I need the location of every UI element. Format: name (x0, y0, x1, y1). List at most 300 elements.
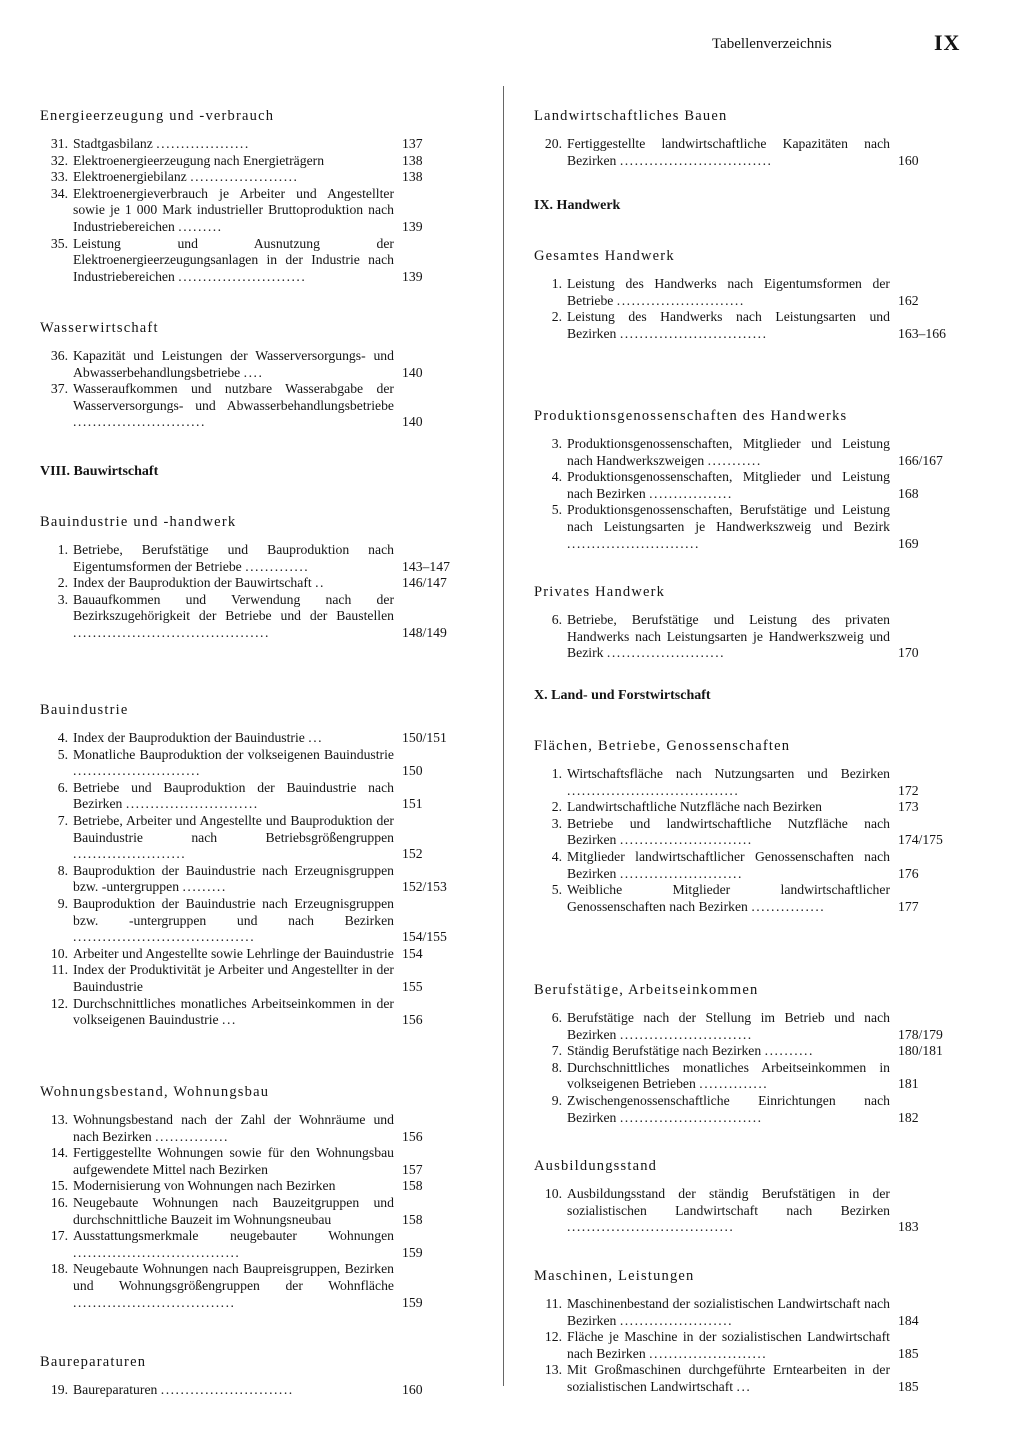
entry-title: Betriebe, Arbeiter und Angestellte und Bauproduktion der Bauindustrie nach Betriebsgrößengruppen (73, 812, 394, 845)
entry-title: Wasseraufkommen und nutzbare Wasserabgabe der Wasserversorgungs- und Abwasserbehandlungsbetriebe (73, 381, 394, 413)
entry-title: Wohnungsbestand nach der Zahl der Wohnräume und nach Bezirken (73, 1112, 394, 1144)
entry-text (567, 1093, 890, 1126)
entry-title: Berufstätige nach der Stellung im Betrieb und nach Bezirken (567, 1010, 890, 1042)
entry-list (534, 136, 964, 169)
toc-entry (534, 502, 964, 552)
entry-page: 170 (898, 645, 919, 661)
entry-title: Leistung des Handwerks nach Eigentumsformen der Betriebe (567, 276, 890, 308)
entry-list (534, 1010, 964, 1126)
dot-leader: ......... (178, 218, 223, 234)
toc-entry (40, 1261, 468, 1311)
toc-entry (534, 1329, 964, 1362)
entry-title: Leistung und Ausnutzung der Elektroenergieerzeugungsanlagen in der Industrie nach Industriebereichen (73, 235, 394, 284)
entry-number: 33. (50, 169, 68, 185)
entry-title: Neugebaute Wohnungen nach Baupreisgruppen, Bezirken und Wohnungsgrößengruppen der Wohnfläche (73, 1261, 394, 1293)
dot-leader: ................................. (73, 1294, 236, 1310)
dot-leader: ... (222, 1012, 237, 1028)
toc-entry (534, 309, 964, 342)
entry-title: Betriebe, Berufstätige und Bauproduktion nach Eigentumsformen der Betriebe (73, 542, 394, 574)
entry-list (534, 1296, 964, 1396)
entry-number: 11. (545, 1296, 562, 1311)
dot-leader: ............................... (619, 152, 773, 168)
entry-title: Elektroenergieverbrauch je Arbeiter und Angestellter sowie je 1 000 Mark industrieller Bruttoproduktion nach Industriebereichen (73, 185, 394, 234)
dot-leader: ........................... (619, 832, 753, 848)
toc-entry (534, 799, 964, 816)
entry-page: 163–166 (898, 325, 946, 341)
toc-entry (40, 730, 468, 747)
entry-page: 139 (402, 268, 423, 284)
dot-leader: ..................................... (73, 929, 256, 945)
entry-text (73, 1145, 394, 1178)
entry-title: Arbeiter und Angestellte sowie Lehrlinge der Bauindustrie (73, 945, 394, 961)
entry-page: 156 (402, 1128, 423, 1144)
entry-number: 11. (51, 962, 68, 978)
entry-number: 14. (50, 1145, 68, 1161)
dot-leader: ............... (155, 1128, 229, 1144)
entry-list (40, 730, 468, 1029)
dot-leader: ................................... (567, 782, 740, 798)
entry-page: 140 (402, 364, 423, 380)
entry-number: 20. (544, 136, 562, 151)
entry-title: Landwirtschaftliche Nutzfläche nach Bezirken (567, 799, 822, 815)
entry-text (567, 1186, 890, 1236)
entry-title: Modernisierung von Wohnungen nach Bezirken (73, 1178, 336, 1194)
entry-title: Betriebe und Bauproduktion der Bauindustrie nach Bezirken (73, 779, 394, 812)
entry-text (567, 1329, 890, 1362)
entry-text (567, 1296, 890, 1329)
dot-leader: ........................... (619, 1026, 753, 1042)
toc-entry (40, 747, 468, 780)
entry-list (534, 766, 964, 915)
entry-page: 158 (402, 1178, 423, 1194)
entry-text (73, 1382, 394, 1399)
entry-list (40, 1112, 468, 1311)
entry-number: 18. (50, 1261, 68, 1277)
entry-text (567, 276, 890, 309)
entry-page: 150 (402, 763, 423, 779)
entry-number: 1. (551, 276, 562, 291)
dot-leader: ......................... (619, 865, 743, 881)
entry-page: 159 (402, 1244, 423, 1260)
dot-leader: .. (315, 575, 325, 591)
toc-entry (534, 1010, 964, 1043)
dot-leader: ........................ (606, 645, 726, 661)
subsection-heading: Ausbildungsstand (534, 1158, 658, 1174)
entry-title: Index der Bauproduktion der Bauindustrie (73, 730, 305, 745)
entry-number: 12. (544, 1329, 562, 1345)
toc-entry (40, 236, 468, 286)
toc-entry (534, 276, 964, 309)
entry-text (567, 1043, 890, 1060)
entry-number: 6. (551, 1010, 562, 1025)
entry-title: Betriebe und landwirtschaftliche Nutzfläche nach Bezirken (567, 815, 890, 848)
toc-entry (534, 882, 964, 915)
entry-text (73, 542, 394, 575)
dot-leader: ... (736, 1378, 752, 1394)
entry-number: 36. (50, 348, 68, 363)
entry-title: Fertiggestellte Wohnungen sowie für den Wohnungsbau aufgewendete Mittel nach Bezirken (73, 1145, 394, 1177)
dot-leader: ...................... (190, 169, 299, 185)
entry-number: 1. (551, 766, 562, 781)
entry-page: 180/181 (898, 1043, 943, 1059)
running-header-title: Tabellenverzeichnis (712, 36, 832, 52)
subsection-heading: Bauindustrie (40, 702, 129, 718)
entry-text (73, 996, 394, 1029)
entry-title: Kapazität und Leistungen der Wasserversorgungs- und Abwasserbehandlungsbetriebe (73, 348, 394, 380)
entry-title: Mitglieder landwirtschaftlicher Genossenschaften nach Bezirken (567, 848, 890, 881)
subsection-heading: Privates Handwerk (534, 584, 666, 600)
subsection-heading: Baureparaturen (40, 1354, 147, 1370)
entry-number: 12. (50, 995, 68, 1011)
toc-entry (40, 348, 468, 381)
dot-leader: ........................... (160, 1382, 294, 1397)
entry-text (73, 747, 394, 780)
entry-page: 138 (402, 169, 423, 185)
entry-page: 178/179 (898, 1026, 943, 1042)
entry-title: Produktionsgenossenschaften, Mitglieder und Leistung nach Handwerkszweigen (567, 436, 890, 468)
entry-list (40, 348, 468, 431)
entry-page: 185 (898, 1378, 919, 1394)
toc-entry (40, 592, 468, 642)
entry-list (534, 1186, 964, 1236)
entry-number: 1. (57, 542, 68, 557)
toc-entry (40, 186, 468, 236)
entry-number: 2. (551, 309, 562, 325)
toc-entry (40, 813, 468, 863)
entry-page: 155 (402, 978, 423, 994)
entry-text (73, 863, 394, 896)
entry-text (567, 1060, 890, 1093)
entry-page: 174/175 (898, 832, 943, 848)
toc-entry (534, 612, 964, 662)
section-title: X. Land- und Forstwirtschaft (534, 688, 711, 703)
entry-page: 137 (402, 136, 423, 151)
dot-leader: ............. (245, 558, 310, 574)
entry-number: 4. (57, 730, 68, 745)
entry-text (73, 813, 394, 863)
dot-leader: .............. (699, 1076, 769, 1092)
dot-leader: ........................... (73, 414, 206, 430)
dot-leader: .......................... (73, 763, 201, 779)
entry-page: 185 (898, 1345, 919, 1361)
entry-text (73, 730, 394, 747)
page-header (0, 30, 1024, 70)
section-title: VIII. Bauwirtschaft (40, 464, 159, 479)
entry-list (40, 1382, 468, 1399)
toc-entry (40, 946, 468, 963)
entry-page: 173 (898, 799, 919, 815)
entry-number: 5. (57, 746, 68, 762)
toc-entry (40, 381, 468, 431)
entry-text (73, 186, 394, 236)
entry-title: Bauproduktion der Bauindustrie nach Erzeugnisgruppen bzw. -untergruppen (73, 862, 394, 895)
entry-text (73, 946, 394, 963)
entry-title: Ausbildungsstand der ständig Berufstätigen in der sozialistischen Landwirtschaft nach Bezirken (567, 1186, 890, 1218)
entry-number: 3. (551, 436, 562, 451)
entry-number: 7. (551, 1043, 562, 1059)
entry-text (567, 1010, 890, 1043)
entry-title: Mit Großmaschinen durchgeführte Erntearbeiten in der sozialistischen Landwirtschaft (567, 1362, 890, 1394)
entry-page: 177 (898, 898, 919, 914)
entry-title: Neugebaute Wohnungen nach Bauzeitgruppen und durchschnittliche Bauzeit im Wohnungsneubau (73, 1194, 394, 1227)
entry-number: 16. (50, 1194, 68, 1210)
toc-entry (534, 1093, 964, 1126)
dot-leader: ........................... (567, 535, 700, 551)
subsection-heading: Bauindustrie und -handwerk (40, 514, 237, 530)
toc-entry (40, 1112, 468, 1145)
dot-leader: ............... (751, 898, 826, 914)
dot-leader: ................... (156, 136, 250, 151)
entry-title: Ausstattungsmerkmale neugebauter Wohnungen (73, 1228, 394, 1244)
dot-leader: ........................ (649, 1345, 768, 1361)
entry-text (567, 309, 890, 342)
entry-text (567, 612, 890, 662)
toc-entry (534, 136, 964, 169)
entry-page: 157 (402, 1161, 423, 1177)
entry-text (567, 816, 890, 849)
entry-page: 140 (402, 414, 423, 430)
toc-entry (40, 780, 468, 813)
subsection-heading: Wohnungsbestand, Wohnungsbau (40, 1084, 270, 1100)
entry-page: 169 (898, 535, 919, 551)
entry-number: 13. (544, 1362, 562, 1378)
entry-number: 37. (50, 381, 68, 397)
entry-title: Maschinenbestand der sozialistischen Landwirtschaft nach Bezirken (567, 1296, 890, 1328)
entry-text (567, 849, 890, 882)
entry-page: 156 (402, 1012, 423, 1028)
entry-title: Fertiggestellte landwirtschaftliche Kapazitäten nach Bezirken (567, 136, 890, 168)
entry-number: 4. (551, 469, 562, 485)
entry-page: 143–147 (402, 558, 450, 574)
entry-page: 160 (898, 152, 919, 168)
entry-text (73, 348, 394, 381)
entry-page: 176 (898, 865, 919, 881)
dot-leader: .................................. (567, 1219, 735, 1235)
dot-leader: .......... (764, 1043, 814, 1059)
toc-entry (40, 896, 468, 946)
entry-title: Index der Bauproduktion der Bauwirtschaft (73, 575, 312, 591)
entry-title: Elektroenergiebilanz (73, 169, 187, 185)
dot-leader: ....................... (619, 1312, 734, 1328)
entry-title: Baureparaturen (73, 1382, 158, 1397)
entry-text (73, 1195, 394, 1228)
entry-title: Ständig Berufstätige nach Bezirken (567, 1043, 762, 1059)
entry-page: 139 (402, 218, 423, 234)
entry-title: Durchschnittliches monatliches Arbeitseinkommen in volkseigenen Betrieben (567, 1059, 890, 1092)
dot-leader: ........... (707, 452, 762, 468)
entry-page: 151 (402, 796, 423, 812)
entry-list (534, 276, 964, 342)
entry-number: 2. (551, 799, 562, 815)
entry-page: 152 (402, 846, 423, 862)
dot-leader: ......... (182, 879, 227, 895)
toc-entry (40, 863, 468, 896)
entry-number: 4. (551, 848, 562, 864)
subsection-heading: Gesamtes Handwerk (534, 248, 675, 264)
toc-entry (40, 1178, 468, 1195)
entry-number: 6. (551, 612, 562, 627)
entry-title: Stadtgasbilanz (73, 136, 153, 151)
entry-page: 172 (898, 782, 919, 798)
entry-text (567, 1362, 890, 1395)
entry-text (73, 236, 394, 286)
entry-number: 10. (544, 1186, 562, 1201)
entry-text (567, 502, 890, 552)
entry-page: 154/155 (402, 929, 447, 945)
entry-text (73, 1178, 394, 1195)
dot-leader: .................................. (73, 1244, 241, 1260)
entry-page: 158 (402, 1211, 423, 1227)
toc-entry (534, 469, 964, 502)
entry-title: Elektroenergieerzeugung nach Energieträgern (73, 152, 325, 168)
entry-text (73, 592, 394, 642)
entry-title: Fläche je Maschine in der sozialistischen Landwirtschaft nach Bezirken (567, 1329, 890, 1361)
entry-text (73, 1112, 394, 1145)
entry-title: Produktionsgenossenschaften, Berufstätige und Leistung nach Leistungsarten je Handwerkszweig und Bezirk (567, 502, 890, 534)
toc-entry (534, 1296, 964, 1329)
entry-list (534, 436, 964, 552)
entry-text (567, 766, 890, 799)
entry-text (73, 575, 394, 592)
entry-title: Wirtschaftsfläche nach Nutzungsarten und Bezirken (567, 766, 890, 781)
entry-number: 17. (50, 1228, 68, 1244)
dot-leader: .............................. (619, 325, 768, 341)
entry-number: 7. (57, 812, 68, 828)
entry-title: Leistung des Handwerks nach Leistungsarten und Bezirken (567, 309, 890, 341)
entry-text (567, 882, 890, 915)
column-divider (503, 86, 504, 1386)
entry-number: 31. (50, 136, 68, 151)
entry-page: 152/153 (402, 879, 447, 895)
entry-page: 159 (402, 1294, 423, 1310)
entry-page: 184 (898, 1312, 919, 1328)
entry-title: Betriebe, Berufstätige und Leistung des privaten Handwerks nach Leistungsarten je Handwerkszweig und Bezirk (567, 612, 890, 661)
entry-number: 8. (57, 862, 68, 878)
entry-text (567, 469, 890, 502)
entry-number: 32. (50, 152, 68, 168)
subsection-heading: Wasserwirtschaft (40, 320, 159, 336)
subsection-heading: Landwirtschaftliches Bauen (534, 108, 728, 124)
page-number: IX (934, 30, 961, 55)
entry-text (73, 381, 394, 431)
subsection-heading: Flächen, Betriebe, Genossenschaften (534, 738, 791, 754)
entry-text (567, 436, 890, 469)
toc-entry (534, 1060, 964, 1093)
section-title: IX. Handwerk (534, 198, 621, 213)
subsection-heading: Maschinen, Leistungen (534, 1268, 695, 1284)
dot-leader: ........................... (125, 796, 259, 812)
toc-entry (534, 766, 964, 799)
dot-leader: .......................... (178, 268, 307, 284)
entry-number: 9. (551, 1092, 562, 1108)
toc-entry (40, 575, 468, 592)
entry-number: 35. (50, 235, 68, 251)
entry-page: 183 (898, 1219, 919, 1235)
toc-entry (40, 1382, 468, 1399)
entry-title: Durchschnittliches monatliches Arbeitseinkommen in der volkseigenen Bauindustrie (73, 995, 394, 1028)
entry-page: 148/149 (402, 624, 447, 640)
entry-title: Bauproduktion der Bauindustrie nach Erzeugnisgruppen bzw. -untergruppen und nach Bezirken (73, 895, 394, 928)
dot-leader: .......................... (616, 292, 745, 308)
entry-text (73, 962, 394, 995)
entry-number: 5. (551, 882, 562, 898)
entry-title: Weibliche Mitglieder landwirtschaftlicher Genossenschaften nach Bezirken (567, 882, 890, 914)
entry-page: 146/147 (402, 575, 447, 591)
entry-number: 8. (551, 1059, 562, 1075)
entry-number: 5. (551, 502, 562, 518)
dot-leader: ........................................ (73, 624, 270, 640)
subsection-heading: Produktionsgenossenschaften des Handwerks (534, 408, 848, 424)
entry-text (567, 136, 890, 169)
toc-entry (40, 136, 468, 153)
entry-page: 138 (402, 152, 423, 168)
entry-number: 9. (57, 895, 68, 911)
entry-title: Produktionsgenossenschaften, Mitglieder und Leistung nach Bezirken (567, 469, 890, 501)
entry-number: 3. (57, 591, 68, 607)
toc-entry (40, 996, 468, 1029)
toc-entry (40, 169, 468, 186)
dot-leader: ... (308, 730, 324, 745)
toc-entry (534, 1362, 964, 1395)
entry-page: 181 (898, 1076, 919, 1092)
entry-text (567, 799, 890, 816)
entry-page: 162 (898, 292, 919, 308)
entry-page: 166/167 (898, 452, 943, 468)
entry-title: Zwischengenossenschaftliche Einrichtungen nach Bezirken (567, 1092, 890, 1125)
toc-entry (534, 1043, 964, 1060)
dot-leader: .... (243, 364, 264, 380)
entry-number: 3. (551, 815, 562, 831)
toc-entry (534, 849, 964, 882)
toc-entry (534, 1186, 964, 1236)
toc-entry (40, 153, 468, 170)
subsection-heading: Energieerzeugung und -verbrauch (40, 108, 275, 124)
entry-page: 154 (402, 945, 423, 961)
entry-page: 168 (898, 485, 919, 501)
entry-title: Index der Produktivität je Arbeiter und Angestellter in der Bauindustrie (73, 962, 394, 994)
toc-entry (40, 1145, 468, 1178)
entry-list (40, 542, 468, 642)
dot-leader: ............................. (619, 1109, 763, 1125)
entry-page: 182 (898, 1109, 919, 1125)
toc-entry (534, 436, 964, 469)
entry-page: 150/151 (402, 730, 447, 745)
entry-number: 34. (50, 185, 68, 201)
entry-title: Bauaufkommen und Verwendung nach der Bezirkszugehörigkeit der Betriebe und der Baustellen (73, 591, 394, 624)
entry-text (73, 896, 394, 946)
entry-text (73, 153, 394, 170)
entry-text (73, 1261, 394, 1311)
entry-list (40, 136, 468, 285)
entry-number: 13. (50, 1112, 68, 1127)
subsection-heading: Berufstätige, Arbeitseinkommen (534, 982, 759, 998)
dot-leader: ....................... (73, 846, 187, 862)
entry-text (73, 1228, 394, 1261)
entry-text (73, 169, 394, 186)
toc-entry (534, 816, 964, 849)
entry-number: 19. (50, 1382, 68, 1397)
entry-number: 10. (50, 945, 68, 961)
entry-number: 2. (57, 575, 68, 591)
entry-number: 6. (57, 779, 68, 795)
toc-entry (40, 1195, 468, 1228)
toc-entry (40, 1228, 468, 1261)
entry-title: Monatliche Bauproduktion der volkseigenen Bauindustrie (73, 746, 394, 762)
toc-entry (40, 962, 468, 995)
entry-list (534, 612, 964, 662)
toc-entry (40, 542, 468, 575)
entry-page: 160 (402, 1382, 423, 1397)
